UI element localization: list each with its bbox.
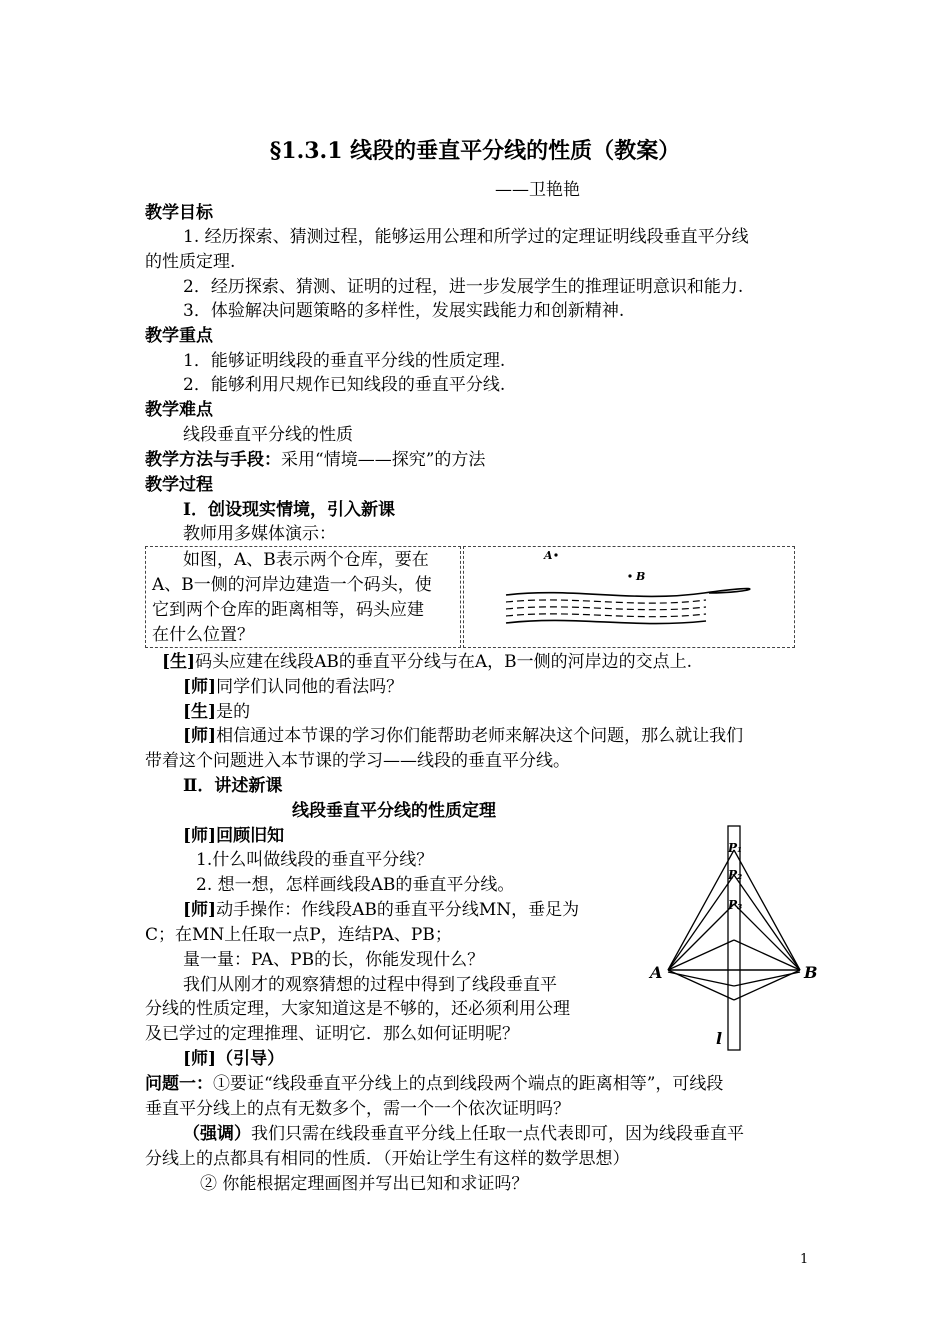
emphasis-line [183,1122,744,1146]
review-question-1: 1.什么叫做线段的垂直平分线？ [196,850,434,870]
warehouse-a-label: A [544,549,553,562]
warehouse-b-label: B [636,570,646,583]
operation-text: 动手操作：作线段AB的垂直平分线MN，垂足为 [216,900,580,920]
problem-two-line: ② 你能根据定理画图并写出已知和求证吗？ [200,1174,529,1194]
teacher-tag: [师] [183,677,217,697]
process-heading: 教学过程 [145,475,213,495]
measure-line: 量一量：PA、PB的长，你能发现什么？ [183,950,485,970]
problem-one-line [145,1072,723,1096]
focus-item-1: 1．能够证明线段的垂直平分线的性质定理. [183,351,506,371]
student-tag: [生] [183,702,217,722]
teacher-tag: [师] [183,900,217,920]
problem-one-label: 问题一： [145,1074,213,1094]
observation-line-2: 分线的性质定理，大家知道这是不够的，还必须利用公理 [145,999,570,1019]
dialogue-4 [183,724,743,748]
dialogue-3 [183,700,250,724]
guide-line [183,1047,284,1071]
point-a-label: A [650,963,663,982]
river-figure [464,547,794,647]
difficulty-text: 线段垂直平分线的性质 [183,425,353,445]
teacher-tag: [师] [183,1049,217,1069]
dialogue-2-text: 同学们认同他的看法吗？ [216,677,404,697]
difficulty-heading: 教学难点 [145,400,213,420]
dialogue-3-text: 是的 [216,702,251,722]
river-figure-box [463,546,795,648]
dialogue-4-cont: 带着这个问题进入本节课的学习——线段的垂直平分线。 [145,751,570,771]
page-title: §1.3.1 线段的垂直平分线的性质（教案） [269,138,681,164]
page-number: 1 [800,1252,809,1267]
observation-line-1: 我们从刚才的观察猜想的过程中得到了线段垂直平 [183,975,557,995]
focus-item-2: 2．能够利用尺规作已知线段的垂直平分线. [183,375,506,395]
point-p2-label: P₂ [728,868,743,882]
dialogue-2 [183,675,403,699]
section-1-intro: 教师用多媒体演示： [183,524,336,544]
observation-line-3: 及已学过的定理推理、证明它．那么如何证明呢？ [145,1024,519,1044]
goal-item-1-cont: 的性质定理. [145,252,236,272]
dialogue-1-text: 码头应建在线段AB的垂直平分线与在A，B一侧的河岸边的交点上. [195,652,693,672]
emphasis-label: （强调） [183,1124,251,1144]
point-p3-label: P₃ [728,898,743,912]
bisector-line-l [728,826,743,1050]
operation-line [183,898,579,922]
guide-text: （引导） [216,1049,285,1069]
student-tag: [生] [162,652,196,672]
review-question-2: 2. 想一想，怎样画线段AB的垂直平分线。 [196,875,515,895]
section-2-heading: Ⅱ．讲述新课 [183,776,283,796]
point-b-label: B [804,963,818,982]
goal-item-3: 3．体验解决问题策略的多样性，发展实践能力和创新精神. [183,301,625,321]
operation-cont: C；在MN上任取一点P，连结PA、PB； [145,925,452,945]
emphasis-cont: 分线上的点都具有相同的性质．（开始让学生有这样的数学思想） [145,1149,630,1169]
line-l-label: l [716,1029,723,1048]
point-p1-label: P₁ [728,841,743,855]
problem-one-cont: 垂直平分线上的点有无数多个，需一个一个依次证明吗？ [145,1099,570,1119]
goal-item-1: 1. 经历探索、猜测过程，能够运用公理和所学过的定理证明线段垂直平分线 [183,227,749,247]
focus-heading: 教学重点 [145,326,213,346]
review-heading: [师]回顾旧知 [183,826,285,846]
theorem-title: 线段垂直平分线的性质定理 [292,801,496,821]
warehouse-b-point [628,574,631,577]
section-1-heading: Ⅰ．创设现实情境，引入新课 [183,500,395,520]
dialogue-1 [162,650,692,674]
problem-line-1: 如图，A、B表示两个仓库，要在 [183,550,429,570]
goal-item-2: 2．经历探索、猜测、证明的过程，进一步发展学生的推理证明意识和能力. [183,277,744,297]
emphasis-text: 我们只需在线段垂直平分线上任取一点代表即可，因为线段垂直平 [251,1124,744,1144]
author-line: ——卫艳艳 [495,180,580,200]
dialogue-4-text: 相信通过本节课的学习你们能帮助老师来解决这个问题，那么就让我们 [216,726,744,746]
problem-one-text: ①要证“线段垂直平分线上的点到线段两个端点的距离相等”，可线段 [213,1074,724,1094]
method-heading: 教学方法与手段： [145,450,281,470]
method-text: 采用“情境——探究”的方法 [281,450,486,470]
bisector-figure [648,822,818,1052]
problem-line-3: 它到两个仓库的距离相等，码头应建 [152,600,424,620]
method-line [145,448,485,472]
river-lines [506,589,750,624]
warehouse-a-point [554,553,557,556]
problem-line-2: A、B一侧的河岸边建造一个码头，使 [152,575,432,595]
problem-line-4: 在什么位置？ [152,625,254,645]
goals-heading: 教学目标 [145,203,213,223]
teacher-tag: [师] [183,726,217,746]
